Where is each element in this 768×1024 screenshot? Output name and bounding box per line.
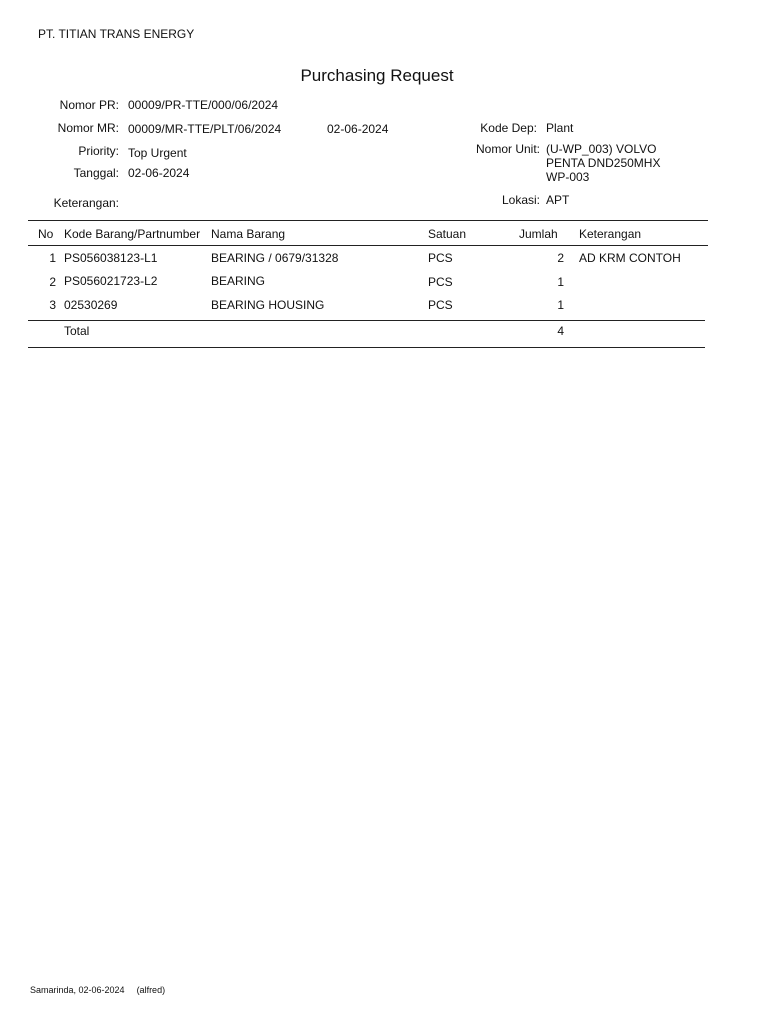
nomor-unit-line-2: PENTA DND250MHX: [546, 156, 661, 170]
row-kode: 02530269: [64, 298, 118, 312]
footer-user: (alfred): [136, 985, 166, 995]
nomor-unit-line-3: WP-003: [546, 170, 590, 184]
keterangan-label: Keterangan:: [53, 196, 119, 210]
nomor-pr-value: 00009/PR-TTE/000/06/2024: [128, 98, 279, 112]
table-top-rule: [28, 220, 708, 221]
kode-dep-label: Kode Dep:: [480, 121, 537, 135]
column-header-satuan: Satuan: [428, 227, 467, 241]
column-header-kode: Kode Barang/Partnumber: [64, 227, 201, 241]
table-header-rule: [28, 245, 708, 246]
row-jumlah: 1: [557, 298, 564, 312]
row-satuan: PCS: [428, 275, 453, 289]
tanggal-value: 02-06-2024: [128, 166, 190, 180]
table-bottom-rule: [28, 347, 705, 348]
nomor-unit-value: [546, 142, 660, 184]
row-satuan: PCS: [428, 298, 453, 312]
nomor-pr-label: Nomor PR:: [59, 98, 119, 112]
footer-place-date: Samarinda, 02-06-2024: [30, 985, 125, 995]
row-kode: PS056021723-L2: [64, 274, 158, 288]
column-header-no: No: [38, 227, 54, 241]
nomor-unit-line-1: (U-WP_003) VOLVO: [546, 142, 657, 156]
row-no: 1: [49, 251, 56, 265]
column-header-jumlah: Jumlah: [519, 227, 558, 241]
row-nama: BEARING: [211, 274, 266, 288]
column-header-keterangan: Keterangan: [579, 227, 642, 241]
tanggal-label: Tanggal:: [73, 166, 119, 180]
table-body-rule: [28, 320, 705, 321]
total-value: 4: [557, 324, 564, 338]
row-jumlah: 2: [557, 251, 564, 265]
nomor-mr-value: 00009/MR-TTE/PLT/06/2024: [128, 122, 282, 136]
row-kode: PS056038123-L1: [64, 251, 158, 265]
lokasi-value: APT: [546, 193, 570, 207]
priority-label: Priority:: [78, 144, 119, 158]
row-nama: BEARING HOUSING: [211, 298, 325, 312]
total-label: Total: [64, 324, 90, 338]
company-name: PT. TITIAN TRANS ENERGY: [38, 27, 195, 41]
footer-signature: [30, 985, 165, 995]
row-nama: BEARING / 0679/31328: [211, 251, 339, 265]
lokasi-label: Lokasi:: [501, 193, 540, 207]
nomor-unit-label: Nomor Unit:: [475, 142, 540, 156]
mr-date-value: 02-06-2024: [327, 122, 389, 136]
priority-value: Top Urgent: [128, 146, 187, 160]
row-no: 3: [49, 298, 56, 312]
row-keterangan: AD KRM CONTOH: [579, 251, 681, 265]
row-jumlah: 1: [557, 275, 564, 289]
column-header-nama: Nama Barang: [211, 227, 286, 241]
row-satuan: PCS: [428, 251, 453, 265]
kode-dep-value: Plant: [546, 121, 574, 135]
row-no: 2: [49, 275, 56, 289]
document-title: Purchasing Request: [300, 66, 454, 85]
nomor-mr-label: Nomor MR:: [57, 121, 119, 135]
